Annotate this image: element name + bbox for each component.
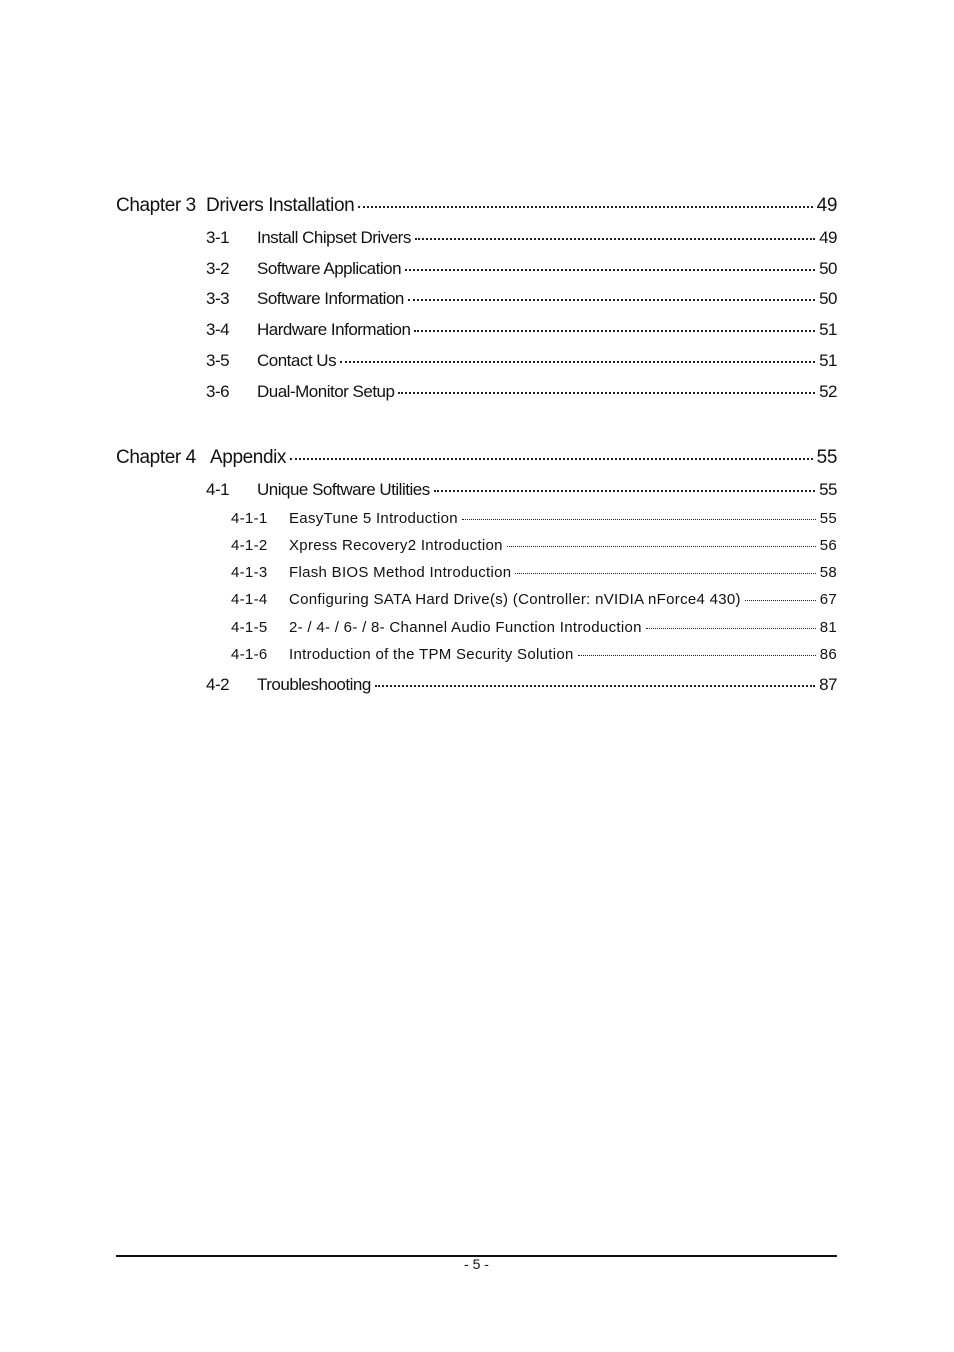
toc-section-3-2 — [206, 257, 837, 279]
toc-number: 4-2 — [206, 675, 230, 694]
toc-chapter-4 — [116, 444, 837, 469]
toc-number: 4-1-2 — [231, 537, 268, 554]
dot-leader — [290, 444, 813, 463]
dot-leader — [405, 257, 815, 274]
toc-page: 49 — [816, 195, 837, 216]
toc-page: 58 — [819, 564, 837, 581]
dot-leader — [415, 226, 815, 243]
toc-section-3-1 — [206, 226, 837, 248]
toc-page: 67 — [819, 591, 837, 608]
toc-page: 49 — [819, 228, 837, 247]
toc-section-3-4 — [206, 318, 837, 340]
toc-number: 4-1-3 — [231, 564, 268, 581]
dot-leader — [745, 589, 816, 604]
toc-title: Software Information — [257, 289, 404, 308]
toc-number: 4-1 — [206, 480, 230, 499]
dot-leader — [414, 318, 815, 335]
toc-title: EasyTune 5 Introduction — [289, 510, 458, 527]
dot-leader — [358, 192, 812, 211]
toc-title: Introduction of the TPM Security Solution — [289, 646, 574, 663]
toc-page: 55 — [819, 480, 837, 499]
toc-title: Unique Software Utilities — [257, 480, 430, 499]
toc-subsection-4-1-3 — [231, 562, 837, 581]
toc-page: 87 — [819, 675, 837, 694]
dot-leader — [515, 562, 815, 577]
toc-section-3-5 — [206, 349, 837, 371]
toc-subsection-4-1-6 — [231, 644, 837, 663]
toc-section-3-6 — [206, 380, 837, 402]
toc-title: Troubleshooting — [257, 675, 371, 694]
toc-page: 52 — [819, 382, 837, 401]
toc-title: Contact Us — [257, 351, 337, 370]
toc-number: 3-6 — [206, 382, 230, 401]
dot-leader — [434, 478, 815, 495]
dot-leader — [408, 287, 815, 304]
toc-page: 81 — [819, 619, 837, 636]
toc-title: 2- / 4- / 6- / 8- Channel Audio Function Introduction — [289, 619, 642, 636]
toc-number: 4-1-1 — [231, 510, 268, 527]
toc-number: 4-1-6 — [231, 646, 268, 663]
toc-page: 50 — [819, 289, 837, 308]
dot-leader — [398, 380, 815, 397]
toc-subsection-4-1-1 — [231, 508, 837, 527]
toc-number: 3-3 — [206, 289, 230, 308]
dot-leader — [578, 644, 816, 659]
toc-title: Software Application — [257, 259, 402, 278]
toc-title: Configuring SATA Hard Drive(s) (Controller: nVIDIA nForce4 430) — [289, 591, 741, 608]
dot-leader — [340, 349, 815, 366]
toc-page: 50 — [819, 259, 837, 278]
toc-page: 55 — [819, 510, 837, 527]
toc-number: Chapter 3 — [116, 195, 196, 216]
toc-title: Drivers Installation — [206, 195, 355, 216]
dot-leader — [375, 673, 815, 690]
toc-subsection-4-1-2 — [231, 535, 837, 554]
toc-title: Flash BIOS Method Introduction — [289, 564, 512, 581]
toc-page: 56 — [819, 537, 837, 554]
toc-subsection-4-1-4 — [231, 589, 837, 608]
toc-section-3-3 — [206, 287, 837, 309]
toc-title: Hardware Information — [257, 320, 411, 339]
toc-title: Dual-Monitor Setup — [257, 382, 395, 401]
page-number: - 5 - — [464, 1256, 489, 1272]
toc-page: 51 — [819, 351, 837, 370]
toc-section-4-1 — [206, 478, 837, 500]
toc-section-4-2 — [206, 673, 837, 695]
toc-chapter-3 — [116, 192, 837, 217]
toc-number: 4-1-4 — [231, 591, 268, 608]
dot-leader — [507, 535, 816, 550]
toc-number: 3-1 — [206, 228, 230, 247]
toc-number: 3-4 — [206, 320, 230, 339]
toc-subsection-4-1-5 — [231, 617, 837, 636]
dot-leader — [646, 617, 816, 632]
toc-page: 51 — [819, 320, 837, 339]
toc-title: Install Chipset Drivers — [257, 228, 411, 247]
toc-page: 55 — [816, 447, 837, 468]
toc-number: 4-1-5 — [231, 619, 268, 636]
toc-number: Chapter 4 — [116, 447, 196, 468]
toc-title: Xpress Recovery2 Introduction — [289, 537, 503, 554]
dot-leader — [462, 508, 816, 523]
toc-number: 3-5 — [206, 351, 230, 370]
toc-title: Appendix — [210, 447, 287, 468]
toc-number: 3-2 — [206, 259, 230, 278]
toc-page: 86 — [819, 646, 837, 663]
